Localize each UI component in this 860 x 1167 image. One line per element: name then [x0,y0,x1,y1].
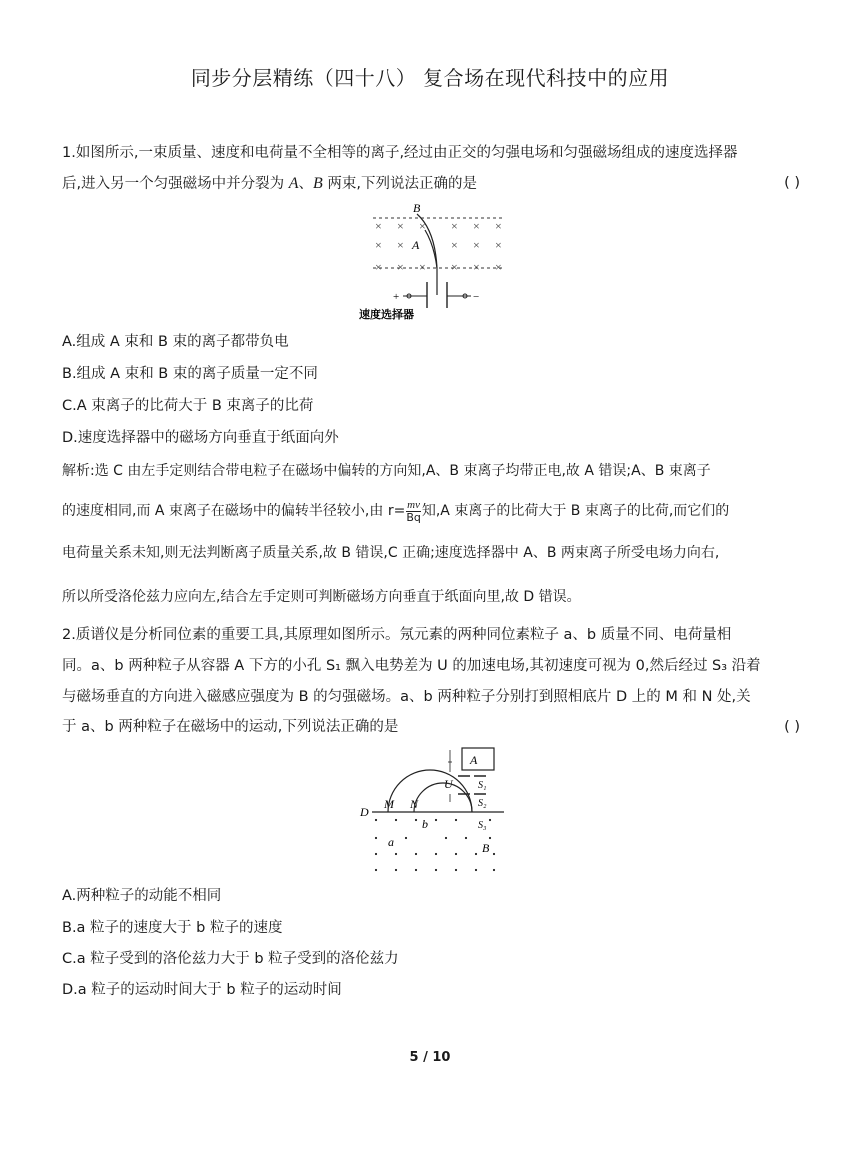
q1-analysis-line1: 解析:选 C 由左手定则结合带电粒子在磁场中偏转的方向知,A、B 束离子均带正电,故 A 错误;A、B 束离子 [62,463,711,479]
q2-option-a: A.两种粒子的动能不相同 [62,888,222,904]
q2-answer-bracket: ( ) [784,719,800,735]
q1-velocity-selector-figure [355,200,515,324]
q1-option-a: A.组成 A 束和 B 束的离子都带负电 [62,334,289,350]
svg-text:×: × [419,260,426,274]
q1-option-c: C.A 束离子的比荷大于 B 束离子的比荷 [62,398,314,414]
fig2-label-n: N [410,797,419,811]
fig2-label-container-a: A [470,753,478,767]
q2-stem-line3: 与磁场垂直的方向进入磁感应强度为 B 的匀强磁场。a、b 两种粒子分别打到照相底片 D 上的 M 和 N 处,关 [62,689,751,705]
q1-analysis-line4: 所以所受洛伦兹力应向左,结合左手定则可判断磁场方向垂直于纸面向里,故 D 错误。 [62,589,581,605]
fig2-label-s3: S₃ [478,820,487,831]
svg-text:×: × [473,238,480,252]
svg-text:×: × [495,238,502,252]
q1-analysis-line3: 电荷量关系未知,则无法判断离子质量关系,故 B 错误,C 正确;速度选择器中 A、B 两束离子所受电场力向右, [62,545,720,561]
q2-option-b: B.a 粒子的速度大于 b 粒子的速度 [62,920,283,936]
svg-text:×: × [397,219,404,233]
svg-text:×: × [419,219,426,233]
fig2-label-field-b: B [482,841,490,855]
q1-analysis-line2: 的速度相同,而 A 束离子在磁场中的偏转半径较小,由 r= $\frac{mv}{Bq}$ 知,A 束离子的比荷大于 B 束离子的比荷,而它们的 [62,498,730,524]
fig2-label-voltage: U [444,777,453,791]
q2-option-d: D.a 粒子的运动时间大于 b 粒子的运动时间 [62,982,342,998]
fig1-label-a: A [412,238,420,252]
fig2-label-s2: S₂ [478,798,487,809]
q2-mass-spectrometer-figure [358,742,508,878]
svg-text:×: × [397,238,404,252]
svg-text:×: × [451,238,458,252]
svg-text:×: × [451,219,458,233]
q2-stem-line1: 2.质谱仪是分析同位素的重要工具,其原理如图所示。氖元素的两种同位素粒子 a、b 质量不同、电荷量相 [62,627,732,643]
q1-stem-line2: 后,进入另一个匀强磁场中并分裂为 A、B 两束,下列说法正确的是 [62,175,477,192]
fig2-label-s1: S₁ [478,780,487,791]
fig1-caption: 速度选择器 [359,309,414,321]
svg-text:×: × [375,238,382,252]
page-number: 5 / 10 [409,1050,451,1065]
svg-text:×: × [375,219,382,233]
q1-formula-fraction: $\frac{mv}{Bq}$ [406,498,421,524]
fig2-label-particle-a: a [388,835,394,849]
q2-option-c: C.a 粒子受到的洛伦兹力大于 b 粒子受到的洛伦兹力 [62,951,399,967]
svg-text:×: × [397,260,404,274]
svg-text:×: × [375,260,382,274]
q1-option-b: B.组成 A 束和 B 束的离子质量一定不同 [62,366,318,382]
svg-text:×: × [451,260,458,274]
fig2-label-film-d: D [360,805,369,819]
q2-stem-line4: 于 a、b 两种粒子在磁场中的运动,下列说法正确的是 [62,719,399,735]
svg-text:×: × [495,219,502,233]
svg-text:×: × [473,260,480,274]
fig1-minus-terminal: − [473,291,480,303]
fig2-label-particle-b: b [422,817,428,831]
q1-stem-line1: 1.如图所示,一束质量、速度和电荷量不全相等的离子,经过由正交的匀强电场和匀强磁场组成的速度选择器 [62,145,738,161]
svg-text:×: × [473,219,480,233]
q1-option-d: D.速度选择器中的磁场方向垂直于纸面向外 [62,430,339,446]
fig1-label-b: B [413,201,421,215]
page-title: 同步分层精练（四十八） 复合场在现代科技中的应用 [190,66,670,90]
svg-text:×: × [495,260,502,274]
fig2-label-m: M [384,797,394,811]
q2-stem-line2: 同。a、b 两种粒子从容器 A 下方的小孔 S₁ 飘入电势差为 U 的加速电场,其初速度可视为 0,然后经过 S₃ 沿着 [62,658,761,674]
q1-answer-bracket: ( ) [784,175,800,191]
fig1-plus-terminal: + [393,291,400,303]
